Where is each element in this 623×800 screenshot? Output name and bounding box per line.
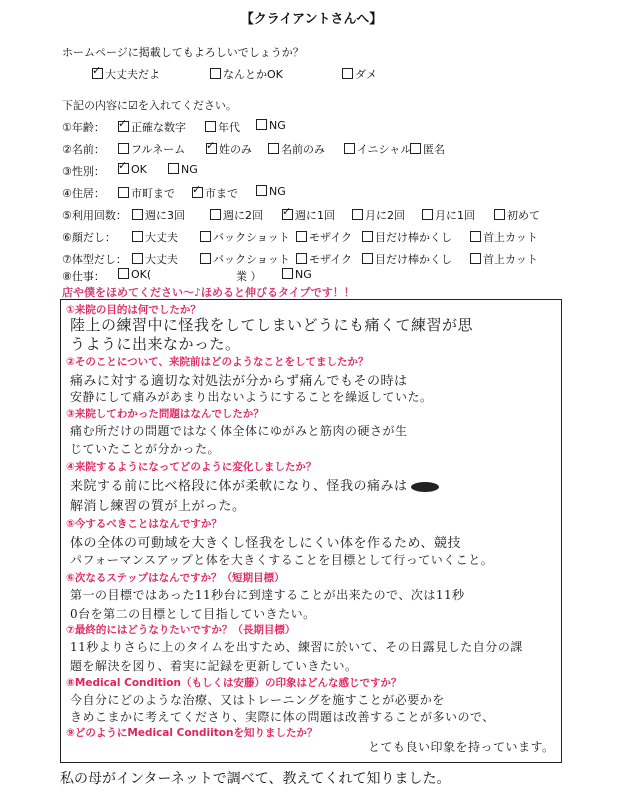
age-option[interactable]: ✓ 正確な数字	[118, 119, 186, 135]
body-option[interactable]: 首上カット	[470, 251, 538, 267]
answer-3-line-1: 痛む所だけの問題ではなく体全体にゆがみと筋肉の硬さが生	[70, 424, 408, 438]
job-option-ng[interactable]: NG	[282, 268, 312, 281]
checkbox-icon[interactable]	[118, 143, 129, 154]
checkbox-icon[interactable]	[362, 231, 373, 242]
body-option[interactable]: 大丈夫	[132, 251, 178, 267]
question-2: ②そのことについて、来院前はどのようなことをしてましたか？	[66, 356, 369, 368]
question-9: ⑨どのようにMedical Condiitonを知りましたか？	[66, 727, 318, 739]
field-body-label: ⑦体型だし：	[62, 253, 127, 266]
checkbox-icon[interactable]	[344, 143, 355, 154]
checkbox-checked-icon[interactable]	[92, 68, 103, 79]
question-4: ④来院するようになってどのように変化しましたか？	[66, 461, 317, 473]
question-5: ⑤今するべきことはなんですか？	[66, 518, 222, 530]
name-option[interactable]: 名前のみ	[268, 141, 325, 157]
name-option[interactable]: 匿名	[410, 141, 445, 157]
answer-4-line-2: 解消し練習の質が上がった。	[70, 499, 246, 514]
answer-2-line-2: 安静にして痛みがあまり出ないようにすることを繰返していた。	[70, 390, 433, 404]
checkbox-icon[interactable]	[296, 253, 307, 264]
face-option[interactable]: 首上カット	[470, 229, 538, 245]
checkbox-icon[interactable]	[470, 231, 481, 242]
checkbox-icon[interactable]	[132, 253, 143, 264]
checkbox-icon[interactable]	[118, 268, 129, 279]
checkbox-checked-icon[interactable]	[282, 209, 293, 220]
answer-9: 私の母がインターネットで調べて、教えてくれて知りました。	[60, 771, 451, 787]
homepage-option-no[interactable]: ダメ	[342, 66, 377, 82]
field-job-label: ⑧仕事：	[62, 270, 105, 283]
checkbox-icon[interactable]	[132, 231, 143, 242]
question-7: ⑦最終的にはどうなりたいですか？（長期目標）	[66, 624, 296, 636]
checkbox-icon[interactable]	[342, 68, 353, 79]
job-option-ok[interactable]: OK(	[118, 268, 151, 281]
checkbox-icon[interactable]	[470, 253, 481, 264]
visits-option[interactable]: 月に2回	[352, 207, 405, 223]
answer-2-line-1: 痛みに対する適切な対処法が分からず痛んでもその時は	[70, 374, 408, 389]
checkbox-icon[interactable]	[132, 209, 143, 220]
answer-3-line-2: じていたことが分かった。	[70, 442, 221, 456]
checkbox-icon[interactable]	[410, 143, 421, 154]
checkbox-icon[interactable]	[362, 253, 373, 264]
question-3: ③来院してわかった問題はなんでしたか？	[66, 408, 264, 420]
visits-option[interactable]: 初めて	[494, 207, 540, 223]
praise-request: 店や僕をほめてください～♪ほめると伸びるタイプです！！	[62, 286, 355, 299]
checkbox-icon[interactable]	[268, 143, 279, 154]
field-age-label: ①年齢：	[62, 121, 105, 134]
question-6: ⑥次なるステップはなんですか？（短期目標）	[66, 572, 285, 584]
homepage-question: ホームページに掲載してもよろしいでしょうか？	[62, 46, 304, 59]
name-option[interactable]: ✓ 姓のみ	[206, 141, 252, 157]
visits-option[interactable]: ✓ 週に1回	[282, 207, 335, 223]
checkbox-icon[interactable]	[168, 163, 179, 174]
checkbox-icon[interactable]	[296, 231, 307, 242]
address-option[interactable]: 市町まで	[118, 185, 175, 201]
face-option[interactable]: 大丈夫	[132, 229, 178, 245]
answer-8-line-2: きめこまかに考えてくださり、実際に体の問題は改善することが多いので、	[70, 710, 495, 724]
visits-option[interactable]: 週に2回	[210, 207, 263, 223]
checkbox-icon[interactable]	[210, 209, 221, 220]
face-option[interactable]: 目だけ棒かくし	[362, 229, 452, 245]
body-option[interactable]: バックショット	[200, 251, 290, 267]
answer-1-line-1: 陸上の練習中に怪我をしてしまいどうにも痛くて練習が思	[70, 316, 474, 334]
visits-option[interactable]: 週に3回	[132, 207, 185, 223]
checkbox-icon[interactable]	[118, 187, 129, 198]
gender-option[interactable]: ✓ OK	[118, 163, 147, 176]
checkbox-checked-icon[interactable]	[206, 143, 217, 154]
scribble-mark-icon	[411, 482, 439, 492]
name-option[interactable]: イニシャル	[344, 141, 411, 157]
question-8: ⑧Medical Condition（もしくは安藤）の印象はどんな感じですか？	[66, 677, 402, 689]
address-option[interactable]: NG	[256, 185, 286, 198]
answer-7-line-1: 11秒よりさらに上のタイムを出すため、練習に於いて、その日露見した自分の課	[70, 640, 523, 654]
checkbox-icon[interactable]	[422, 209, 433, 220]
answer-8-line-3: とても良い印象を持っています。	[368, 740, 555, 754]
answer-1-line-2: うように出来なかった。	[70, 335, 241, 353]
field-face-label: ⑥顔だし：	[62, 231, 116, 244]
checkbox-icon[interactable]	[494, 209, 505, 220]
question-1: ①来院の目的は何でしたか？	[66, 304, 201, 316]
answer-7-line-2: 題を解決を図り、着実に記録を更新していきたい。	[70, 659, 358, 673]
checkbox-icon[interactable]	[282, 268, 293, 279]
instruction-text: 下記の内容に☑を入れてください。	[62, 99, 237, 112]
name-option[interactable]: フルネーム	[118, 141, 185, 157]
checkbox-checked-icon[interactable]	[118, 163, 129, 174]
form-title: 【クライアントさんへ】	[240, 12, 383, 27]
age-option[interactable]: 年代	[205, 119, 240, 135]
checkbox-icon[interactable]	[210, 68, 221, 79]
checkbox-icon[interactable]	[256, 119, 267, 130]
homepage-option-maybe[interactable]: なんとかOK	[210, 66, 283, 82]
checkbox-checked-icon[interactable]	[192, 187, 203, 198]
field-visits-label: ⑤利用回数：	[62, 209, 127, 222]
face-option[interactable]: モザイク	[296, 229, 352, 245]
answer-5-line-1: 体の全体の可動域を大きくし怪我をしにくい体を作るため、競技	[70, 536, 461, 551]
answer-6-line-1: 第一の目標ではあった11秒台に到達することが出来たので、次は11秒	[70, 588, 465, 602]
field-name-label: ②名前：	[62, 143, 105, 156]
checkbox-checked-icon[interactable]	[118, 121, 129, 132]
field-gender-label: ③性別：	[62, 165, 105, 178]
checkbox-icon[interactable]	[205, 121, 216, 132]
answer-5-line-2: パフォーマンスアップと体を大きくすることを目標として行っていくこと。	[70, 553, 494, 567]
body-option[interactable]: 目だけ棒かくし	[362, 251, 452, 267]
checkbox-icon[interactable]	[256, 185, 267, 196]
body-option[interactable]: モザイク	[296, 251, 352, 267]
answer-6-line-2: 0台を第二の目標として目指していきたい。	[70, 607, 316, 621]
visits-option[interactable]: 月に1回	[422, 207, 475, 223]
answer-4-line-1: 来院する前に比べ格段に体が柔軟になり、怪我の痛みは	[70, 475, 442, 494]
age-option[interactable]: NG	[256, 119, 286, 132]
field-address-label: ④住居：	[62, 187, 105, 200]
gender-option[interactable]: NG	[168, 163, 198, 176]
job-industry-suffix: 業 ）	[236, 270, 262, 283]
checkbox-icon[interactable]	[352, 209, 363, 220]
homepage-option-ok[interactable]: ✓大丈夫だよ	[92, 66, 160, 82]
face-option[interactable]: バックショット	[200, 229, 290, 245]
answer-8-line-1: 今自分にどのような治療、又はトレーニングを施すことが必要かを	[70, 693, 445, 707]
checkbox-icon[interactable]	[200, 231, 211, 242]
checkbox-icon[interactable]	[200, 253, 211, 264]
address-option[interactable]: ✓ 市まで	[192, 185, 238, 201]
